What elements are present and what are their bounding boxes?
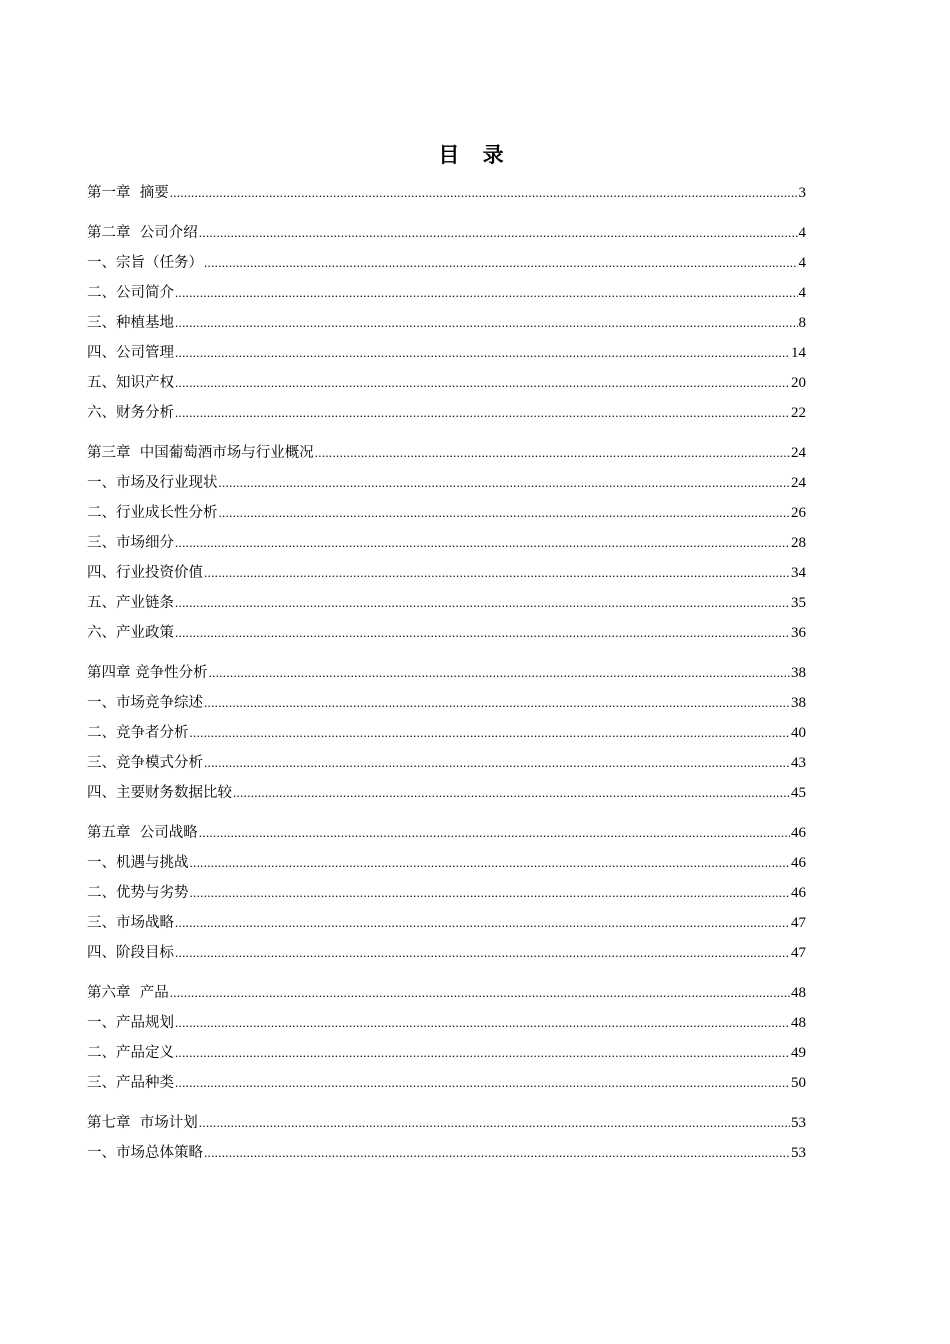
toc-entry-label: 六、产业政策 [87, 625, 174, 641]
toc-entry-label: 二、行业成长性分析 [87, 505, 218, 521]
toc-page-number: 48 [791, 985, 806, 1001]
toc-entry-label: 一、宗旨（任务） [87, 255, 203, 271]
toc-section-entry[interactable] [87, 398, 806, 428]
toc-dot-leader [219, 468, 791, 498]
toc-dot-leader [204, 688, 790, 718]
toc-section-entry[interactable] [87, 878, 806, 908]
toc-entry-label: 四、阶段目标 [87, 945, 174, 961]
toc-entry-label: 第三章 中国葡萄酒市场与行业概况 [87, 445, 314, 461]
toc-dot-leader [175, 938, 790, 968]
toc-dot-leader [204, 1138, 790, 1168]
toc-entry-label: 一、市场竞争综述 [87, 695, 203, 711]
toc-page-number: 14 [791, 345, 806, 361]
toc-page-number: 47 [791, 915, 806, 931]
toc-entry-label: 三、市场战略 [87, 915, 174, 931]
toc-section-entry[interactable] [87, 528, 806, 558]
toc-page-number: 43 [791, 755, 806, 771]
toc-section-entry[interactable] [87, 1138, 806, 1168]
toc-page-number: 3 [798, 185, 806, 201]
toc-page-number: 53 [791, 1145, 806, 1161]
toc-section-entry[interactable] [87, 618, 806, 648]
toc-page-number: 38 [791, 695, 806, 711]
toc-section-entry[interactable] [87, 248, 806, 278]
toc-dot-leader [175, 308, 798, 338]
toc-page-number: 20 [791, 375, 806, 391]
toc-dot-leader [190, 878, 791, 908]
toc-page-number: 50 [791, 1075, 806, 1091]
toc-page-number: 8 [798, 315, 806, 331]
toc-entry-label: 六、财务分析 [87, 405, 174, 421]
toc-entry-label: 五、知识产权 [87, 375, 174, 391]
toc-dot-leader [175, 398, 790, 428]
toc-page-number: 28 [791, 535, 806, 551]
toc-chapter-entry[interactable] [87, 438, 806, 468]
toc-entry-label: 二、产品定义 [87, 1045, 174, 1061]
toc-dot-leader [315, 438, 790, 468]
toc-title: 目 录 [438, 143, 512, 167]
toc-entry-label: 三、市场细分 [87, 535, 174, 551]
toc-dot-leader [170, 978, 790, 1008]
toc-page-number: 4 [798, 225, 806, 241]
toc-page-number: 4 [798, 255, 806, 271]
toc-page-number: 24 [791, 475, 806, 491]
toc-dot-leader [204, 558, 790, 588]
toc-dot-leader [170, 178, 798, 208]
toc-chapter-entry[interactable] [87, 178, 806, 208]
toc-entry-label: 四、行业投资价值 [87, 565, 203, 581]
table-of-contents [87, 178, 806, 1168]
toc-dot-leader [190, 848, 791, 878]
toc-entry-label: 一、市场总体策略 [87, 1145, 203, 1161]
toc-entry-label: 第四章 竞争性分析 [87, 665, 208, 681]
toc-dot-leader [199, 818, 790, 848]
toc-page-number: 36 [791, 625, 806, 641]
toc-section-entry[interactable] [87, 368, 806, 398]
toc-page-number: 46 [791, 855, 806, 871]
toc-section-entry[interactable] [87, 748, 806, 778]
toc-section-entry[interactable] [87, 338, 806, 368]
toc-entry-label: 三、种植基地 [87, 315, 174, 331]
toc-section-entry[interactable] [87, 468, 806, 498]
toc-entry-label: 一、产品规划 [87, 1015, 174, 1031]
toc-dot-leader [175, 278, 798, 308]
toc-dot-leader [199, 218, 798, 248]
toc-dot-leader [199, 1108, 790, 1138]
toc-chapter-entry[interactable] [87, 978, 806, 1008]
toc-entry-label: 一、市场及行业现状 [87, 475, 218, 491]
toc-section-entry[interactable] [87, 278, 806, 308]
toc-page-number: 48 [791, 1015, 806, 1031]
toc-entry-label: 四、公司管理 [87, 345, 174, 361]
toc-page-number: 24 [791, 445, 806, 461]
toc-dot-leader [204, 248, 798, 278]
toc-dot-leader [190, 718, 791, 748]
toc-page-number: 45 [791, 785, 806, 801]
toc-dot-leader [175, 528, 790, 558]
toc-entry-label: 第五章 公司战略 [87, 825, 198, 841]
toc-page-number: 46 [791, 825, 806, 841]
toc-page-number: 4 [798, 285, 806, 301]
toc-dot-leader [175, 908, 790, 938]
toc-section-entry[interactable] [87, 908, 806, 938]
toc-section-entry[interactable] [87, 1068, 806, 1098]
toc-page-number: 22 [791, 405, 806, 421]
toc-section-entry[interactable] [87, 1008, 806, 1038]
toc-section-entry[interactable] [87, 718, 806, 748]
toc-section-entry[interactable] [87, 938, 806, 968]
toc-dot-leader [175, 588, 790, 618]
toc-page-number: 35 [791, 595, 806, 611]
toc-dot-leader [233, 778, 790, 808]
toc-entry-label: 第二章 公司介绍 [87, 225, 198, 241]
toc-page-number: 40 [791, 725, 806, 741]
toc-entry-label: 四、主要财务数据比较 [87, 785, 232, 801]
toc-page-number: 53 [791, 1115, 806, 1131]
toc-entry-label: 第一章 摘要 [87, 185, 169, 201]
toc-chapter-entry[interactable] [87, 658, 806, 688]
toc-entry-label: 二、优势与劣势 [87, 885, 189, 901]
toc-chapter-entry[interactable] [87, 218, 806, 248]
toc-entry-label: 五、产业链条 [87, 595, 174, 611]
toc-chapter-entry[interactable] [87, 1108, 806, 1138]
toc-section-entry[interactable] [87, 308, 806, 338]
toc-section-entry[interactable] [87, 778, 806, 808]
toc-entry-label: 二、公司简介 [87, 285, 174, 301]
toc-page-number: 49 [791, 1045, 806, 1061]
toc-dot-leader [219, 498, 791, 528]
toc-section-entry[interactable] [87, 588, 806, 618]
toc-section-entry[interactable] [87, 498, 806, 528]
toc-dot-leader [175, 1008, 790, 1038]
toc-page-number: 47 [791, 945, 806, 961]
toc-page-number: 38 [791, 665, 806, 681]
toc-dot-leader [175, 368, 790, 398]
toc-entry-label: 一、机遇与挑战 [87, 855, 189, 871]
toc-entry-label: 二、竞争者分析 [87, 725, 189, 741]
toc-dot-leader [175, 338, 790, 368]
toc-dot-leader [175, 1038, 790, 1068]
toc-section-entry[interactable] [87, 688, 806, 718]
toc-dot-leader [175, 618, 790, 648]
toc-page-number: 46 [791, 885, 806, 901]
toc-entry-label: 第七章 市场计划 [87, 1115, 198, 1131]
toc-section-entry[interactable] [87, 558, 806, 588]
toc-entry-label: 三、产品种类 [87, 1075, 174, 1091]
toc-entry-label: 三、竞争模式分析 [87, 755, 203, 771]
toc-page-number: 34 [791, 565, 806, 581]
toc-section-entry[interactable] [87, 848, 806, 878]
toc-page-number: 26 [791, 505, 806, 521]
toc-dot-leader [175, 1068, 790, 1098]
toc-dot-leader [204, 748, 790, 778]
toc-section-entry[interactable] [87, 1038, 806, 1068]
toc-dot-leader [209, 658, 790, 688]
toc-chapter-entry[interactable] [87, 818, 806, 848]
toc-entry-label: 第六章 产品 [87, 985, 169, 1001]
